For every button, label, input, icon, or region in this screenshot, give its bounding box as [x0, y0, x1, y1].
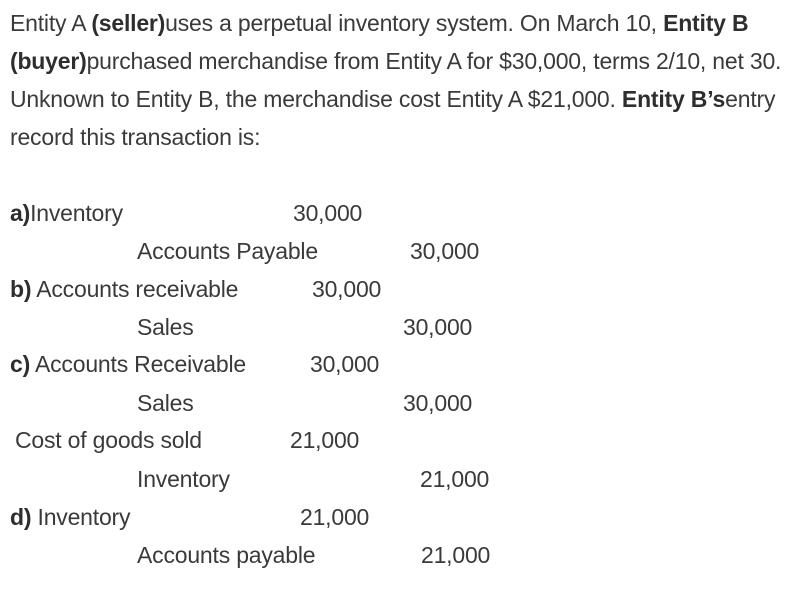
- option-d-credit-account: Accounts payable: [137, 542, 316, 568]
- option-c-credit-amount: 30,000: [403, 390, 473, 416]
- option-a-debit-amount: 30,000: [293, 200, 363, 226]
- question-bold-seller: (seller): [91, 10, 166, 36]
- option-a-marker: a): [10, 200, 31, 226]
- option-b-debit-label: [10, 274, 238, 304]
- option-a-debit-label: [10, 198, 123, 228]
- option-c-marker: c): [10, 351, 31, 377]
- option-c-debit2-account: Cost of goods sold: [15, 427, 202, 453]
- option-b-credit-account: Sales: [137, 314, 194, 340]
- option-d-debit-account: Inventory: [31, 504, 131, 530]
- option-c-debit-label: [10, 349, 246, 379]
- question-part: entry record this transaction is:: [10, 86, 776, 150]
- option-d-credit-amount: 21,000: [421, 542, 491, 568]
- option-c-debit2-amount: 21,000: [290, 427, 360, 453]
- option-a-credit-account: Accounts Payable: [137, 238, 318, 264]
- option-c-debit-account: Accounts Receivable: [30, 351, 246, 377]
- option-a-debit-account: Inventory: [30, 200, 123, 226]
- option-d-marker: d): [10, 504, 32, 530]
- option-b-credit-amount: 30,000: [403, 314, 473, 340]
- question-part: purchased merchandise from Entity A for $30,000, terms 2/10, net 30. Unknown to Entity B, the merchandise cost Entity A $21,000.: [10, 48, 782, 112]
- question-bold-buyer: Entity B (buyer): [10, 10, 749, 74]
- option-c-credit2-amount: 21,000: [420, 466, 490, 492]
- option-b-marker: b): [10, 276, 32, 302]
- option-d-debit-label: [10, 502, 130, 532]
- option-c-credit2-account: Inventory: [137, 466, 230, 492]
- option-c-debit-amount: 30,000: [310, 351, 380, 377]
- question-text: [10, 4, 790, 156]
- question-part: uses a perpetual inventory system. On March 10,: [165, 10, 664, 36]
- option-b-debit-amount: 30,000: [312, 276, 382, 302]
- option-b-debit-account: Accounts receivable: [31, 276, 239, 302]
- option-a-credit-amount: 30,000: [410, 238, 480, 264]
- question-bold-entity-b: Entity B’s: [621, 86, 726, 112]
- option-c-credit-account: Sales: [137, 390, 194, 416]
- option-d-debit-amount: 21,000: [300, 504, 370, 530]
- question-part: Entity A: [10, 10, 92, 36]
